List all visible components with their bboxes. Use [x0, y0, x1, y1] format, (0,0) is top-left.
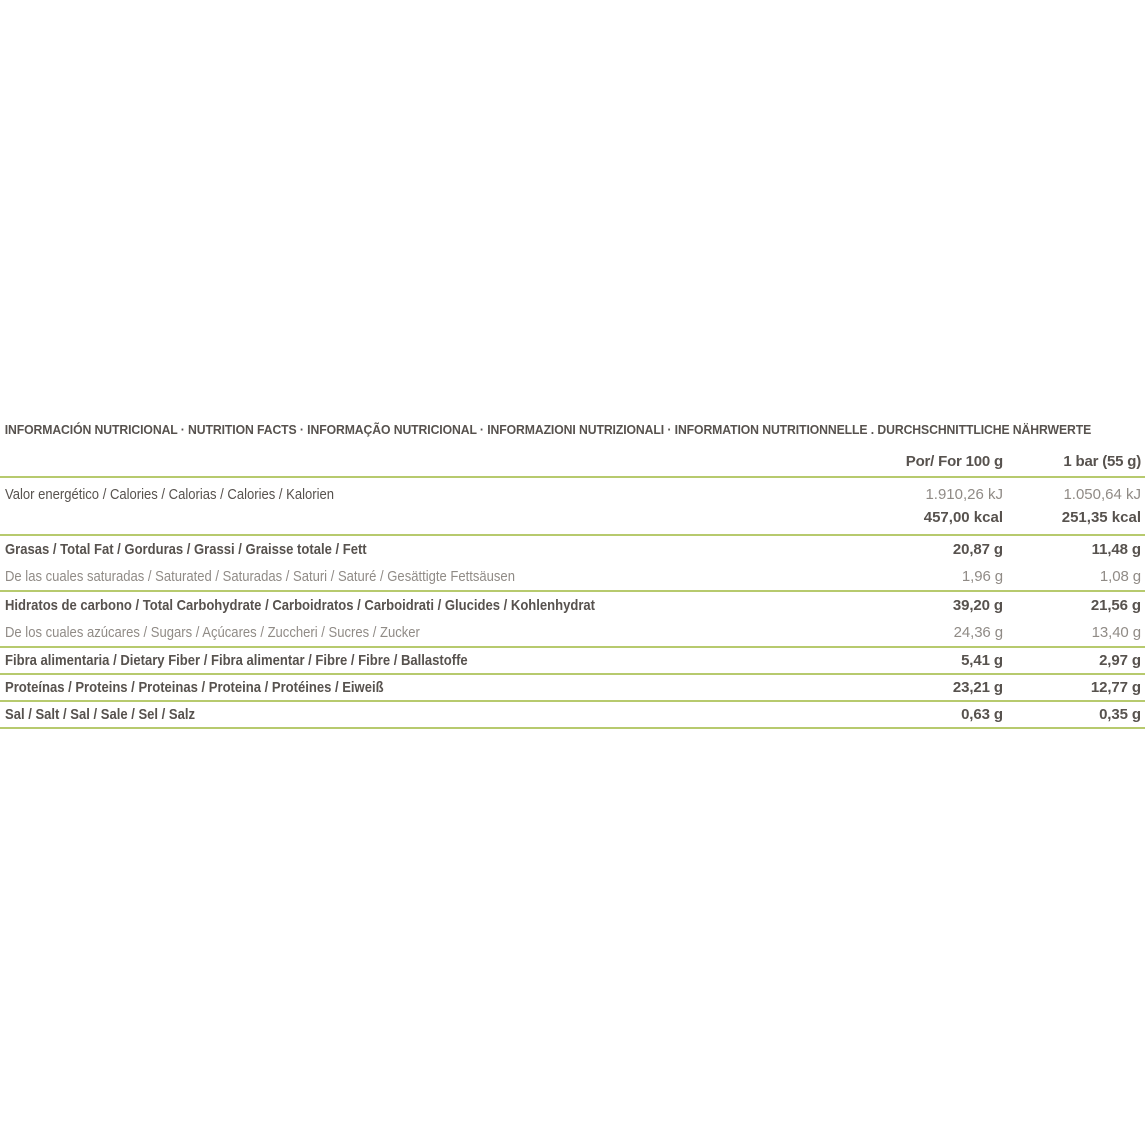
row-label-salt: Sal / Salt / Sal / Sale / Sel / Salz [5, 706, 196, 723]
table-row-sugars [0, 619, 1145, 646]
nutrition-facts-panel [0, 421, 1145, 729]
fiber-per-100g: 5,41 g [961, 652, 1003, 669]
saturated-fat-per-100g: 1,96 g [961, 568, 1003, 585]
column-header-per-bar: 1 bar (55 g) [1063, 453, 1141, 470]
row-label-fiber: Fibra alimentaria / Dietary Fiber / Fibra alimentar / Fibre / Fibre / Ballastoffe [5, 652, 468, 669]
row-label-energy: Valor energético / Calories / Calorias / Calories / Kalorien [5, 486, 335, 503]
total-fat-per-bar: 11,48 g [1091, 541, 1141, 558]
table-header-row [0, 439, 1145, 478]
table-group-fat [0, 536, 1145, 592]
fiber-per-bar: 2,97 g [1099, 652, 1141, 669]
table-row-salt [0, 702, 1145, 729]
sugars-per-bar: 13,40 g [1091, 624, 1141, 641]
carbohydrate-per-bar: 21,56 g [1090, 597, 1141, 614]
energy-kcal-per-100g: 457,00 kcal [923, 509, 1003, 526]
column-header-per-100g: Por/ For 100 g [905, 453, 1003, 470]
table-row-fiber [0, 648, 1145, 675]
protein-per-bar: 12,77 g [1090, 679, 1141, 696]
energy-values-per-100g [853, 483, 1003, 529]
total-fat-per-100g: 20,87 g [952, 541, 1003, 558]
panel-title: INFORMACIÓN NUTRICIONAL · NUTRITION FACTS · INFORMAÇÃO NUTRICIONAL · INFORMAZIONI NUTRIZIONALI · INFORMATION NUTRITIONNELLE . DURCHSCHNITTLICHE NÄHRWERTE [4, 422, 1092, 437]
sugars-per-100g: 24,36 g [953, 624, 1003, 641]
row-label-sugars: De los cuales azúcares / Sugars / Açúcares / Zuccheri / Sucres / Zucker [5, 624, 420, 641]
row-label-carbohydrate: Hidratos de carbono / Total Carbohydrate / Carboidratos / Carboidrati / Glucides / Kohlenhydrat [5, 597, 596, 614]
row-label-saturated-fat: De las cuales saturadas / Saturated / Saturadas / Saturi / Saturé / Gesättigte Fettsäusen [5, 568, 515, 585]
saturated-fat-per-bar: 1,08 g [1099, 568, 1141, 585]
energy-kj-per-bar: 1.050,64 kJ [1063, 486, 1141, 503]
salt-per-100g: 0,63 g [961, 706, 1003, 723]
energy-kj-per-100g: 1.910,26 kJ [925, 486, 1003, 503]
protein-per-100g: 23,21 g [952, 679, 1003, 696]
table-row-protein [0, 675, 1145, 702]
row-label-total-fat: Grasas / Total Fat / Gorduras / Grassi / Graisse totale / Fett [5, 541, 367, 558]
row-label-protein: Proteínas / Proteins / Proteinas / Proteina / Protéines / Eiweiß [5, 679, 384, 696]
table-row-total-fat [0, 536, 1145, 563]
energy-kcal-per-bar: 251,35 kcal [1061, 509, 1141, 526]
table-row-carbohydrate [0, 592, 1145, 619]
table-row-saturated-fat [0, 563, 1145, 590]
carbohydrate-per-100g: 39,20 g [952, 597, 1003, 614]
salt-per-bar: 0,35 g [1099, 706, 1141, 723]
energy-values-per-bar [1003, 483, 1141, 529]
table-row-energy [0, 478, 1145, 536]
table-group-carbohydrate [0, 592, 1145, 648]
